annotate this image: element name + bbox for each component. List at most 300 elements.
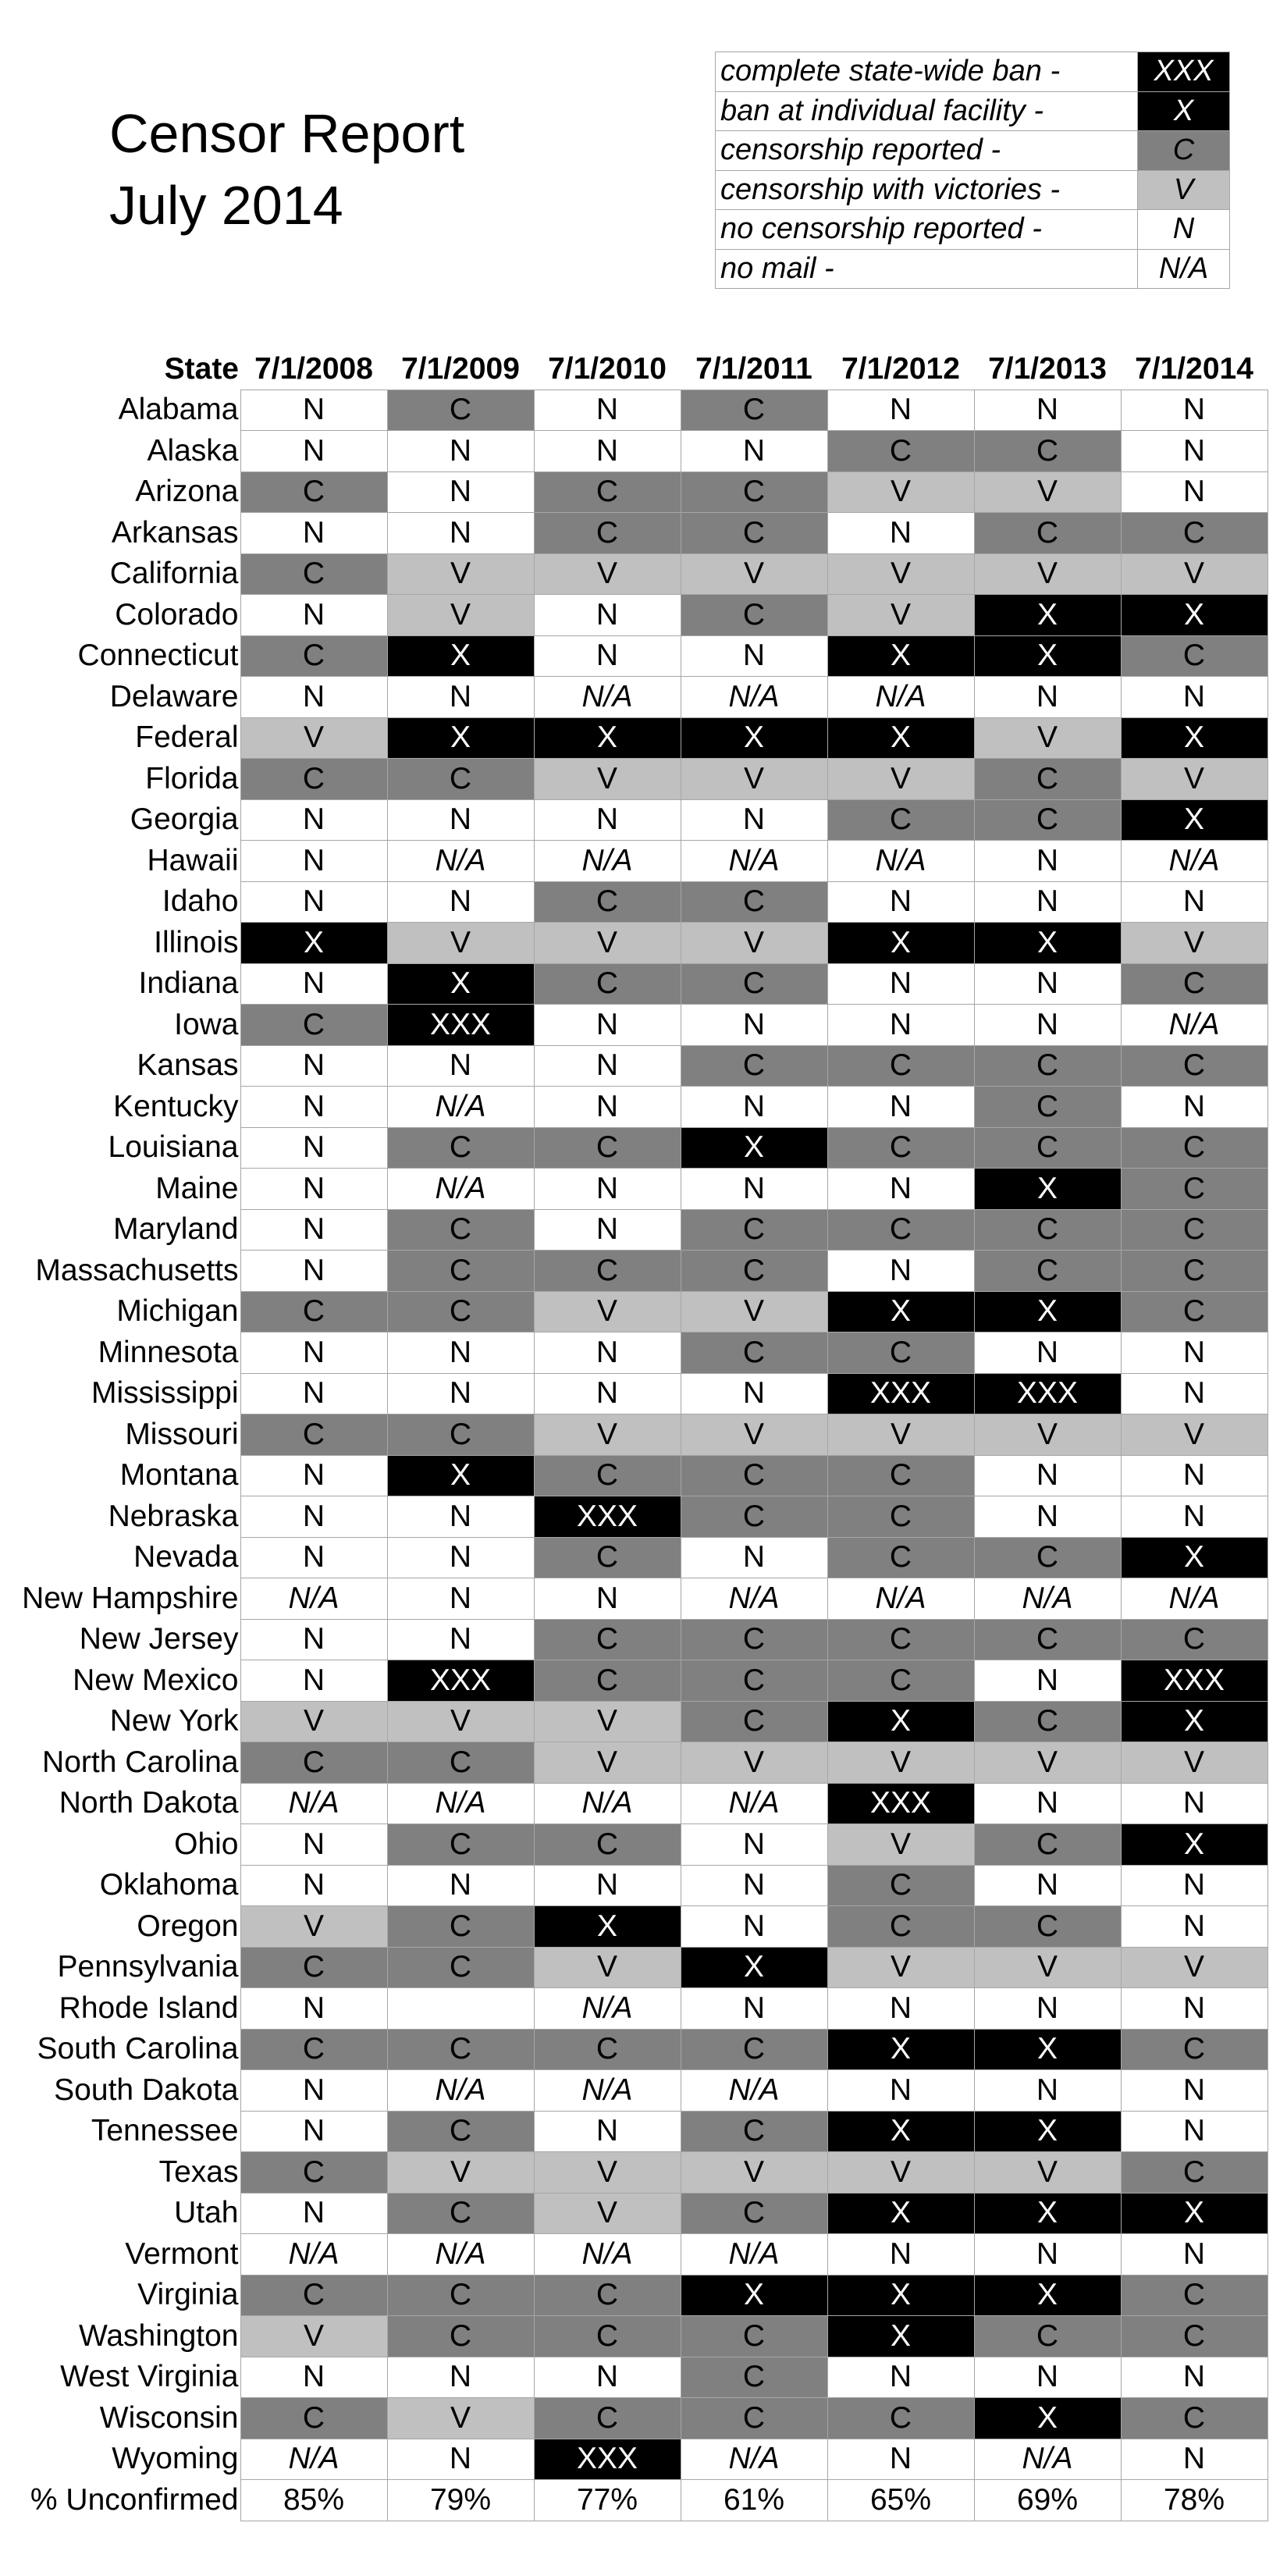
status-cell: N <box>240 595 387 636</box>
status-cell: V <box>1121 1947 1267 1988</box>
status-cell: N <box>240 1537 387 1578</box>
status-cell: C <box>387 2316 534 2357</box>
unconfirmed-percent: 61% <box>681 2480 827 2521</box>
status-cell: XXX <box>827 1783 974 1824</box>
status-cell: N <box>681 799 827 841</box>
status-cell: N <box>240 1496 387 1538</box>
table-row <box>0 2357 1267 2398</box>
status-cell: N <box>1121 1373 1267 1414</box>
status-cell: XXX <box>974 1373 1121 1414</box>
status-cell: N <box>681 1988 827 2030</box>
state-name: Alabama <box>118 393 239 427</box>
status-cell: C <box>387 2193 534 2234</box>
status-cell: V <box>534 1701 681 1742</box>
table-row <box>0 1373 1267 1414</box>
status-cell: C <box>387 2029 534 2070</box>
status-cell: X <box>974 2275 1121 2316</box>
status-cell: V <box>827 1414 974 1456</box>
status-cell: N <box>387 1865 534 1906</box>
state-name: Missouri <box>125 1417 239 1451</box>
status-cell: X <box>827 635 974 677</box>
status-cell: C <box>974 1537 1121 1578</box>
status-cell: V <box>534 2152 681 2194</box>
status-cell: N <box>534 431 681 472</box>
status-cell: X <box>827 2193 974 2234</box>
table-row <box>0 595 1267 636</box>
status-cell: X <box>827 2275 974 2316</box>
status-cell: N <box>240 677 387 718</box>
table-row <box>0 1127 1267 1169</box>
status-cell: X <box>240 923 387 964</box>
status-cell: V <box>240 2316 387 2357</box>
unconfirmed-percent: 79% <box>387 2480 534 2521</box>
status-cell: N <box>240 1373 387 1414</box>
status-cell: N <box>240 1169 387 1210</box>
status-cell: N <box>827 1169 974 1210</box>
status-cell: N/A <box>534 1783 681 1824</box>
status-cell: C <box>240 635 387 677</box>
status-cell: C <box>681 1209 827 1251</box>
status-cell: C <box>681 1332 827 1374</box>
status-cell: N <box>534 635 681 677</box>
unconfirmed-percent: 85% <box>240 2480 387 2521</box>
status-cell: N/A <box>681 2234 827 2275</box>
status-cell: N/A <box>827 1578 974 1620</box>
status-cell: C <box>534 2275 681 2316</box>
unconfirmed-percent: 78% <box>1121 2480 1267 2521</box>
table-row <box>0 1332 1267 1374</box>
status-cell: C <box>681 2316 827 2357</box>
state-name: Illinois <box>154 925 239 959</box>
status-cell: X <box>1121 1537 1267 1578</box>
state-name: New York <box>109 1704 239 1738</box>
status-cell: N <box>387 1619 534 1660</box>
status-cell: N <box>827 1005 974 1046</box>
status-cell: N <box>240 799 387 841</box>
status-cell: N <box>974 1988 1121 2030</box>
status-cell: N/A <box>240 2439 387 2480</box>
status-cell: C <box>1121 963 1267 1005</box>
status-cell: V <box>827 1824 974 1866</box>
status-cell: C <box>387 1906 534 1948</box>
status-cell: N <box>681 1537 827 1578</box>
status-cell: N <box>240 390 387 431</box>
status-cell: X <box>827 1291 974 1332</box>
table-row <box>0 759 1267 800</box>
status-cell: N <box>240 1619 387 1660</box>
year-column-header: 7/1/2010 <box>534 349 681 390</box>
status-cell: C <box>1121 1251 1267 1292</box>
status-cell: N <box>827 881 974 923</box>
status-cell: C <box>974 1045 1121 1087</box>
state-name: Rhode Island <box>59 1991 239 2025</box>
status-cell: C <box>681 1455 827 1496</box>
status-cell: C <box>827 431 974 472</box>
state-name: Wisconsin <box>99 2400 239 2435</box>
status-cell: C <box>827 1455 974 1496</box>
status-cell: C <box>681 471 827 513</box>
state-name: Vermont <box>125 2236 239 2271</box>
status-cell: N <box>827 1087 974 1128</box>
legend-row <box>716 210 1230 250</box>
table-row <box>0 677 1267 718</box>
status-cell: X <box>827 2029 974 2070</box>
status-cell: C <box>827 799 974 841</box>
state-name: Mississippi <box>91 1376 239 1411</box>
year-column-header: 7/1/2014 <box>1121 349 1267 390</box>
status-cell: C <box>534 513 681 554</box>
status-cell: N <box>240 1127 387 1169</box>
status-cell: N <box>1121 431 1267 472</box>
status-cell: N/A <box>387 2070 534 2112</box>
status-cell: C <box>387 759 534 800</box>
status-cell: N/A <box>681 677 827 718</box>
status-cell: V <box>827 471 974 513</box>
status-cell: C <box>681 1701 827 1742</box>
status-cell: V <box>681 1742 827 1784</box>
state-name: Montana <box>119 1458 239 1493</box>
state-name: Arkansas <box>111 515 239 550</box>
legend-label: censorship reported - <box>716 131 1138 171</box>
status-cell: V <box>974 2152 1121 2194</box>
status-cell: V <box>387 595 534 636</box>
status-cell: N <box>974 1332 1121 1374</box>
status-cell: V <box>681 923 827 964</box>
status-cell: N <box>1121 1783 1267 1824</box>
table-row <box>0 1578 1267 1620</box>
status-cell: N/A <box>387 1087 534 1128</box>
year-column-header: 7/1/2011 <box>681 349 827 390</box>
table-row <box>0 1865 1267 1906</box>
state-name: Nevada <box>133 1540 239 1574</box>
status-cell: N <box>974 2070 1121 2112</box>
status-cell: C <box>827 1045 974 1087</box>
status-cell: N <box>827 963 974 1005</box>
status-cell: C <box>974 1824 1121 1866</box>
status-cell: N <box>827 2234 974 2275</box>
legend-swatch: V <box>1138 170 1230 210</box>
table-row <box>0 2193 1267 2234</box>
status-cell: C <box>387 1742 534 1784</box>
status-cell: X <box>1121 799 1267 841</box>
report-title-line-1: Censor Report <box>109 103 465 164</box>
state-name: Oklahoma <box>99 1868 239 1902</box>
status-cell: C <box>1121 1619 1267 1660</box>
status-cell: C <box>1121 635 1267 677</box>
state-name: Louisiana <box>108 1130 239 1165</box>
status-cell: V <box>974 717 1121 759</box>
status-cell: C <box>827 1865 974 1906</box>
status-cell: V <box>681 553 827 595</box>
status-cell: C <box>681 595 827 636</box>
status-cell: C <box>974 431 1121 472</box>
status-cell: N <box>240 1332 387 1374</box>
status-cell: C <box>1121 513 1267 554</box>
status-cell: C <box>240 553 387 595</box>
legend-label: no censorship reported - <box>716 210 1138 250</box>
status-cell: N/A <box>240 2234 387 2275</box>
status-cell: N <box>387 1537 534 1578</box>
status-cell: C <box>534 2029 681 2070</box>
status-cell: N <box>1121 471 1267 513</box>
table-row <box>0 1005 1267 1046</box>
status-cell: N <box>240 881 387 923</box>
status-cell: N <box>240 963 387 1005</box>
state-name: West Virginia <box>60 2360 239 2394</box>
state-name: South Dakota <box>54 2073 239 2107</box>
table-row <box>0 1414 1267 1456</box>
table-row <box>0 390 1267 431</box>
status-cell: V <box>974 471 1121 513</box>
status-cell: C <box>387 2275 534 2316</box>
status-cell: N <box>681 1906 827 1948</box>
status-cell: C <box>240 2152 387 2194</box>
report-title-line-2: July 2014 <box>109 175 343 236</box>
status-cell: N <box>1121 1906 1267 1948</box>
status-cell: X <box>827 1701 974 1742</box>
status-cell: C <box>387 1414 534 1456</box>
state-name: Federal <box>135 720 239 755</box>
state-name: Alaska <box>147 433 239 468</box>
status-cell: N <box>974 1005 1121 1046</box>
status-cell: C <box>534 471 681 513</box>
status-cell: C <box>681 2111 827 2152</box>
status-cell: N <box>1121 1087 1267 1128</box>
legend-row <box>716 249 1230 289</box>
status-cell: N <box>240 1455 387 1496</box>
status-cell: V <box>974 1742 1121 1784</box>
state-name: Utah <box>174 2196 239 2230</box>
status-cell: N/A <box>681 2070 827 2112</box>
state-name: Pennsylvania <box>57 1950 239 1984</box>
state-name: Michigan <box>116 1294 239 1329</box>
status-cell: N <box>681 431 827 472</box>
year-column-header: 7/1/2013 <box>974 349 1121 390</box>
status-cell: N <box>1121 881 1267 923</box>
state-name: New Mexico <box>73 1663 239 1697</box>
status-cell: X <box>827 2111 974 2152</box>
legend-label: complete state-wide ban - <box>716 52 1138 92</box>
status-cell: N <box>534 390 681 431</box>
state-name: Idaho <box>162 884 239 919</box>
status-cell: N/A <box>387 1169 534 1210</box>
status-cell: N <box>387 1045 534 1087</box>
status-cell: N <box>387 1373 534 1414</box>
status-cell: X <box>827 2316 974 2357</box>
status-cell: C <box>974 1251 1121 1292</box>
table-row <box>0 1045 1267 1087</box>
status-cell: N/A <box>1121 1578 1267 1620</box>
status-cell: N <box>387 1332 534 1374</box>
table-row <box>0 553 1267 595</box>
state-name: Hawaii <box>147 843 239 877</box>
status-cell: C <box>240 1291 387 1332</box>
status-cell: C <box>681 2357 827 2398</box>
state-name: California <box>109 557 239 591</box>
status-cell: X <box>681 1127 827 1169</box>
status-cell: V <box>387 2152 534 2194</box>
table-row <box>0 2111 1267 2152</box>
status-cell: N <box>1121 2070 1267 2112</box>
status-cell: N <box>681 635 827 677</box>
status-cell: X <box>1121 717 1267 759</box>
status-cell: C <box>534 2398 681 2439</box>
state-name: Ohio <box>174 1827 239 1861</box>
status-cell: N <box>1121 2234 1267 2275</box>
status-cell: N/A <box>974 2439 1121 2480</box>
status-cell: N <box>240 1209 387 1251</box>
table-row <box>0 1291 1267 1332</box>
status-cell: V <box>387 923 534 964</box>
legend-row <box>716 91 1230 131</box>
status-cell: N/A <box>681 1578 827 1620</box>
status-cell: C <box>681 2193 827 2234</box>
legend-swatch: N <box>1138 210 1230 250</box>
table-row <box>0 431 1267 472</box>
status-cell: N/A <box>827 677 974 718</box>
state-name: Kentucky <box>113 1089 239 1123</box>
status-cell: N <box>974 841 1121 882</box>
state-name: New Hampshire <box>22 1581 239 1615</box>
status-cell: X <box>387 963 534 1005</box>
status-cell: N/A <box>534 841 681 882</box>
status-cell: V <box>534 1742 681 1784</box>
status-cell: C <box>534 1824 681 1866</box>
status-cell: N <box>387 471 534 513</box>
status-cell: V <box>1121 1742 1267 1784</box>
status-cell: C <box>534 2316 681 2357</box>
status-cell: N <box>974 2357 1121 2398</box>
status-cell: X <box>974 2029 1121 2070</box>
status-cell: X <box>387 1455 534 1496</box>
status-cell: N <box>974 1660 1121 1702</box>
status-cell: C <box>974 1209 1121 1251</box>
status-cell: C <box>827 1906 974 1948</box>
status-cell: C <box>1121 1169 1267 1210</box>
status-cell: X <box>974 2398 1121 2439</box>
legend-swatch: N/A <box>1138 249 1230 289</box>
status-cell: N <box>827 2070 974 2112</box>
status-cell: C <box>1121 2316 1267 2357</box>
footer-label: % Unconfirmed <box>30 2482 239 2517</box>
status-cell: C <box>681 1660 827 1702</box>
legend-swatch: X <box>1138 91 1230 131</box>
table-row <box>0 635 1267 677</box>
status-cell: V <box>827 595 974 636</box>
table-row <box>0 1660 1267 1702</box>
status-cell: C <box>534 1619 681 1660</box>
status-cell: V <box>827 759 974 800</box>
status-cell: V <box>827 1947 974 1988</box>
state-column-header: State <box>164 352 239 386</box>
status-cell: X <box>681 2275 827 2316</box>
state-name: Connecticut <box>77 639 239 673</box>
status-cell: C <box>387 1824 534 1866</box>
status-cell: V <box>1121 553 1267 595</box>
state-name: Arizona <box>135 475 239 509</box>
report-title <box>109 98 464 241</box>
unconfirmed-percent: 65% <box>827 2480 974 2521</box>
table-row <box>0 717 1267 759</box>
status-cell: N/A <box>1121 841 1267 882</box>
status-cell: C <box>827 1332 974 1374</box>
status-cell: N <box>974 881 1121 923</box>
status-cell: N <box>681 1169 827 1210</box>
status-cell: X <box>974 595 1121 636</box>
status-cell: XXX <box>534 1496 681 1538</box>
status-cell: C <box>387 1291 534 1332</box>
state-name: Virginia <box>137 2278 239 2312</box>
table-row <box>0 1496 1267 1538</box>
table-row <box>0 2070 1267 2112</box>
state-name: Wyoming <box>112 2442 239 2476</box>
status-cell: X <box>974 2193 1121 2234</box>
status-cell: X <box>974 923 1121 964</box>
legend <box>715 52 1230 289</box>
status-cell: N <box>534 1332 681 1374</box>
status-cell: N <box>827 2439 974 2480</box>
legend-swatch: XXX <box>1138 52 1230 92</box>
status-cell: C <box>974 799 1121 841</box>
status-cell: N/A <box>827 841 974 882</box>
status-cell: C <box>974 1906 1121 1948</box>
status-cell: V <box>974 553 1121 595</box>
table-row <box>0 1742 1267 1784</box>
status-cell: V <box>534 2193 681 2234</box>
status-cell: N <box>240 1660 387 1702</box>
table-row <box>0 471 1267 513</box>
status-cell: C <box>681 2029 827 2070</box>
status-cell: N <box>534 1087 681 1128</box>
status-cell: N <box>827 1251 974 1292</box>
status-cell: N <box>681 1824 827 1866</box>
table-row <box>0 2234 1267 2275</box>
table-row <box>0 2398 1267 2439</box>
status-cell: N <box>240 2111 387 2152</box>
status-cell: N <box>387 2439 534 2480</box>
table-row <box>0 1087 1267 1128</box>
status-cell: N <box>240 2193 387 2234</box>
status-cell: N <box>387 881 534 923</box>
state-name: South Carolina <box>37 2032 239 2066</box>
state-name: Indiana <box>138 966 239 1001</box>
table-row <box>0 1988 1267 2030</box>
status-cell: N <box>240 2070 387 2112</box>
status-cell: X <box>827 717 974 759</box>
status-cell: X <box>974 2111 1121 2152</box>
status-cell: V <box>240 1701 387 1742</box>
status-cell: N <box>240 1251 387 1292</box>
table-row <box>0 1701 1267 1742</box>
status-cell: N/A <box>240 1578 387 1620</box>
table-row <box>0 2029 1267 2070</box>
state-name: Florida <box>145 761 239 795</box>
status-cell: N/A <box>974 1578 1121 1620</box>
state-name: Delaware <box>109 679 239 713</box>
status-cell: C <box>387 2111 534 2152</box>
status-cell: C <box>387 1947 534 1988</box>
status-cell: V <box>534 553 681 595</box>
table-row <box>0 2316 1267 2357</box>
status-cell: C <box>240 1742 387 1784</box>
status-cell: N/A <box>387 841 534 882</box>
status-cell: C <box>1121 1127 1267 1169</box>
status-cell: C <box>534 881 681 923</box>
status-cell: V <box>681 759 827 800</box>
status-cell: N <box>974 2234 1121 2275</box>
status-cell: C <box>974 2316 1121 2357</box>
status-cell: N/A <box>387 1783 534 1824</box>
